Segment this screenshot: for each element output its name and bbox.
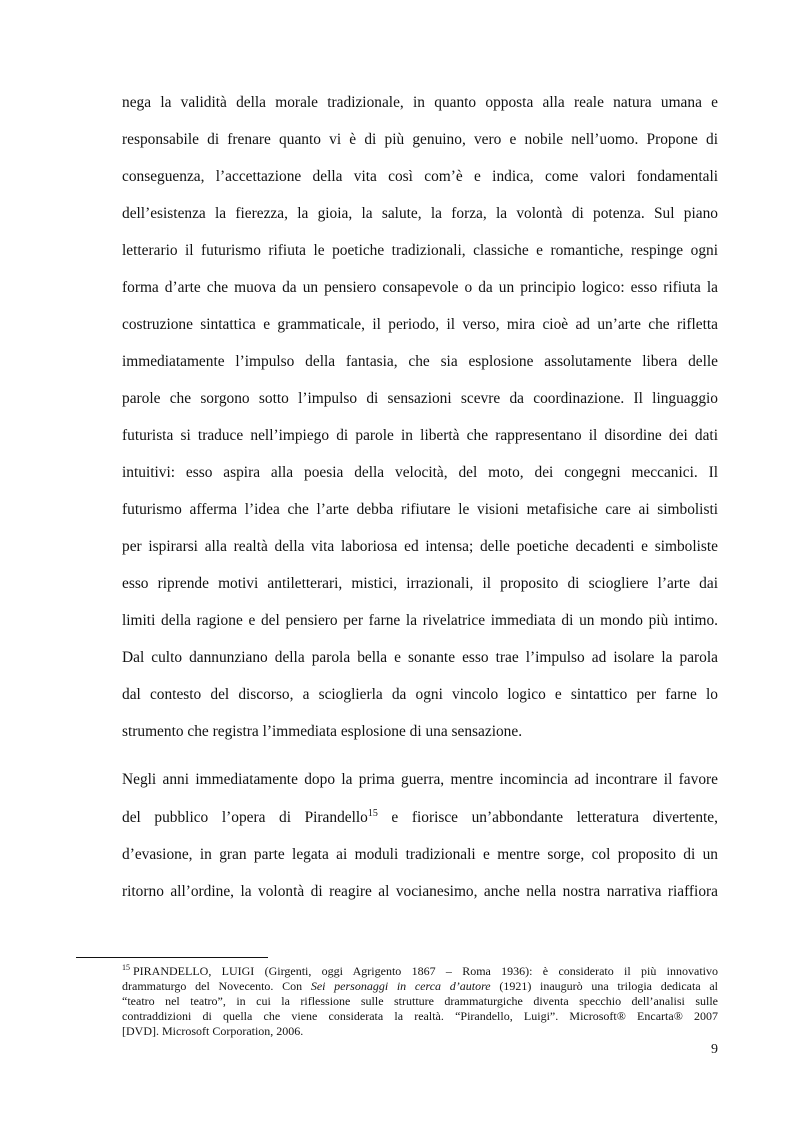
footnote-line xyxy=(122,964,718,978)
footnote-separator xyxy=(76,957,268,958)
paragraph-line: per ispirarsi alla realtà della vita laboriosa ed intensa; delle poetiche decadenti e simboliste xyxy=(122,538,718,555)
footnote-text: (1921) inaugurò una trilogia dedicata al xyxy=(490,979,719,993)
paragraph-line: immediatamente l’impulso della fantasia, che sia esplosione assolutamente libera delle xyxy=(122,353,718,370)
paragraph-line: intuitivi: esso aspira alla poesia della velocità, del moto, dei congegni meccanici. Il xyxy=(122,464,718,481)
paragraph-line: costruzione sintattica e grammaticale, il periodo, il verso, mira cioè ad un’arte che rifletta xyxy=(122,316,718,333)
paragraph-line-with-footnote-ref xyxy=(122,808,718,828)
paragraph-line: futurismo afferma l’idea che l’arte debba rifiutare le visioni metafisiche care ai simbolisti xyxy=(122,501,718,518)
paragraph-line: limiti della ragione e del pensiero per farne la rivelatrice immediata di un mondo più intimo. xyxy=(122,612,718,629)
paragraph-line: nega la validità della morale tradizionale, in quanto opposta alla reale natura umana e xyxy=(122,94,718,111)
paragraph-line: conseguenza, l’accettazione della vita così com’è e indica, come valori fondamentali xyxy=(122,168,718,185)
paragraph-line: Dal culto dannunziano della parola bella e sonante esso trae l’impulso ad isolare la parola xyxy=(122,649,718,666)
footnote-ref-15[interactable]: 15 xyxy=(367,807,378,819)
line-text: del pubblico l’opera di Pirandello xyxy=(122,809,368,826)
footnote-text: drammaturgo del Novecento. Con xyxy=(122,979,311,993)
paragraph-line: responsabile di frenare quanto vi è di più genuino, vero e nobile nell’uomo. Propone di xyxy=(122,131,718,148)
footnote-line: contraddizioni di quella che viene considerata la realtà. “Pirandello, Luigi”. Microsoft® Encarta® 2007 xyxy=(122,1009,718,1023)
paragraph-line: ritorno all’ordine, la volontà di reagire al vocianesimo, anche nella nostra narrativa riaffiora xyxy=(122,883,718,900)
work-title: Sei personaggi in cerca d’autore xyxy=(310,979,491,993)
page-number: 9 xyxy=(711,1042,718,1057)
footnote-line: “teatro nel teatro”, in cui la riflessione sulle strutture drammaturgiche diventa specchio dell’analisi sulle xyxy=(122,994,718,1008)
footnote-number: 15 xyxy=(122,963,130,972)
paragraph-line: forma d’arte che muova da un pensiero consapevole o da un principio logico: esso rifiuta la xyxy=(122,279,718,296)
paragraph-line: futurista si traduce nell’impiego di parole in libertà che rappresentano il disordine dei dati xyxy=(122,427,718,444)
paragraph-line: letterario il futurismo rifiuta le poetiche tradizionali, classiche e romantiche, respinge ogni xyxy=(122,242,718,259)
paragraph-line: esso riprende motivi antiletterari, mistici, irrazionali, il proposito di sciogliere l’arte dai xyxy=(122,575,718,592)
footnote-text: PIRANDELLO, LUIGI (Girgenti, oggi Agrigento 1867 – Roma 1936): è considerato il più innovativo xyxy=(133,964,718,978)
footnote-line: [DVD]. Microsoft Corporation, 2006. xyxy=(122,1024,304,1038)
paragraph-line: strumento che registra l’immediata esplosione di una sensazione. xyxy=(122,723,523,740)
line-text: e fiorisce un’abbondante letteratura divertente, xyxy=(377,809,718,826)
paragraph-line: dell’esistenza la fierezza, la gioia, la salute, la forza, la volontà di potenza. Sul piano xyxy=(122,205,718,222)
paragraph-line: parole che sorgono sotto l’impulso di sensazioni scevre da coordinazione. Il linguaggio xyxy=(122,390,718,407)
paragraph-line: Negli anni immediatamente dopo la prima guerra, mentre incomincia ad incontrare il favore xyxy=(122,771,718,788)
paragraph-line: d’evasione, in gran parte legata ai moduli tradizionali e mentre sorge, col proposito di un xyxy=(122,846,718,863)
footnote-line xyxy=(122,979,718,993)
paragraph-line: dal contesto del discorso, a scioglierla da ogni vincolo logico e sintattico per farne lo xyxy=(122,686,718,703)
